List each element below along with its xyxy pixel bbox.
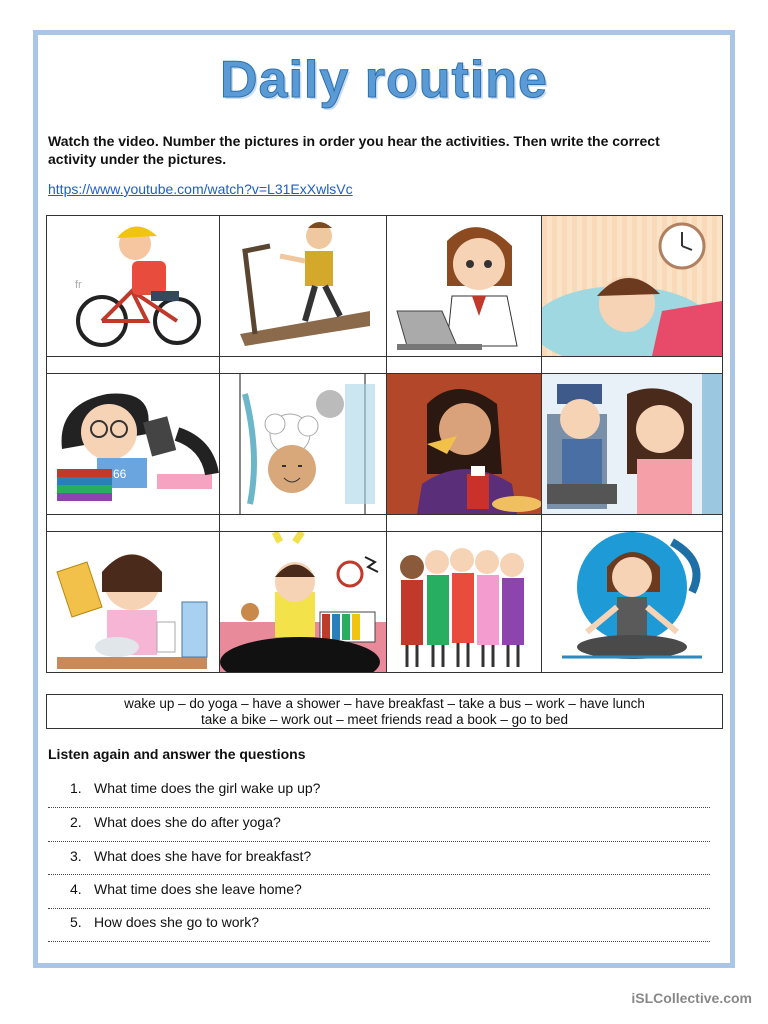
picture-cell [47, 374, 220, 515]
laptop-work-icon [387, 216, 541, 356]
yoga-meditation-icon [542, 532, 722, 672]
picture-grid [46, 215, 723, 673]
answer-cell[interactable] [220, 515, 387, 532]
question-text: What does she do after yoga? [94, 814, 281, 830]
answer-cell[interactable] [47, 515, 220, 532]
question-item [70, 780, 320, 796]
question-number: 3. [70, 848, 82, 864]
footer-watermark [631, 990, 752, 1006]
page-title: Daily routine [220, 51, 548, 109]
question-number: 5. [70, 914, 82, 930]
picture-cell [542, 532, 723, 673]
answer-line[interactable] [48, 841, 710, 842]
footer-tld: .com [719, 990, 752, 1006]
eating-lunch-icon [387, 374, 541, 514]
reading-books-icon [47, 374, 219, 514]
word-bank-line: wake up – do yoga – have a shower – have breakfast – take a bus – work – have lunch [124, 696, 645, 711]
question-item [70, 848, 311, 864]
cycling-girl-icon [47, 216, 219, 356]
answer-line[interactable] [48, 807, 710, 808]
waking-alarm-icon [220, 532, 386, 672]
word-bank-line: take a bike – work out – meet friends read a book – go to bed [201, 712, 568, 727]
answer-line[interactable] [48, 874, 710, 875]
answer-line[interactable] [48, 908, 710, 909]
answer-line[interactable] [48, 941, 710, 942]
answer-cell[interactable] [387, 515, 542, 532]
answer-cell[interactable] [542, 515, 723, 532]
question-text: What time does she leave home? [94, 881, 302, 897]
picture-cell [220, 216, 387, 357]
picture-cell [220, 374, 387, 515]
question-number: 1. [70, 780, 82, 796]
treadmill-icon [220, 216, 386, 356]
footer-brand: iSLCollective [631, 990, 720, 1006]
answer-cell[interactable] [47, 357, 220, 374]
picture-cell [47, 216, 220, 357]
question-item [70, 814, 281, 830]
question-number: 4. [70, 881, 82, 897]
questions-heading: Listen again and answer the questions [48, 746, 306, 762]
instructions: Watch the video. Number the pictures in order you hear the activities. Then write the correct activity under the pictures. [48, 133, 660, 167]
sleeping-clock-icon [542, 216, 722, 356]
question-item [70, 914, 259, 930]
picture-cell [387, 374, 542, 515]
shirt-number: 66 [113, 467, 127, 481]
answer-cell[interactable] [387, 357, 542, 374]
breakfast-cereal-icon [47, 532, 219, 672]
picture-cell [47, 532, 220, 673]
question-text: What does she have for breakfast? [94, 848, 312, 864]
picture-cell [387, 216, 542, 357]
picture-cell [220, 532, 387, 673]
picture-cell [542, 374, 723, 515]
picture-cell [387, 532, 542, 673]
video-link[interactable]: https://www.youtube.com/watch?v=L31ExXwlsVc [48, 181, 353, 197]
question-number: 2. [70, 814, 82, 830]
question-text: What time does the girl wake up up? [94, 780, 321, 796]
picture-caption: fr [75, 279, 82, 291]
friends-group-icon [387, 532, 541, 672]
question-text: How does she go to work? [94, 914, 259, 930]
picture-cell [542, 216, 723, 357]
question-item [70, 881, 302, 897]
bus-icon [542, 374, 722, 514]
answer-cell[interactable] [542, 357, 723, 374]
answer-cell[interactable] [220, 357, 387, 374]
word-bank [46, 694, 723, 729]
shower-icon [220, 374, 386, 514]
